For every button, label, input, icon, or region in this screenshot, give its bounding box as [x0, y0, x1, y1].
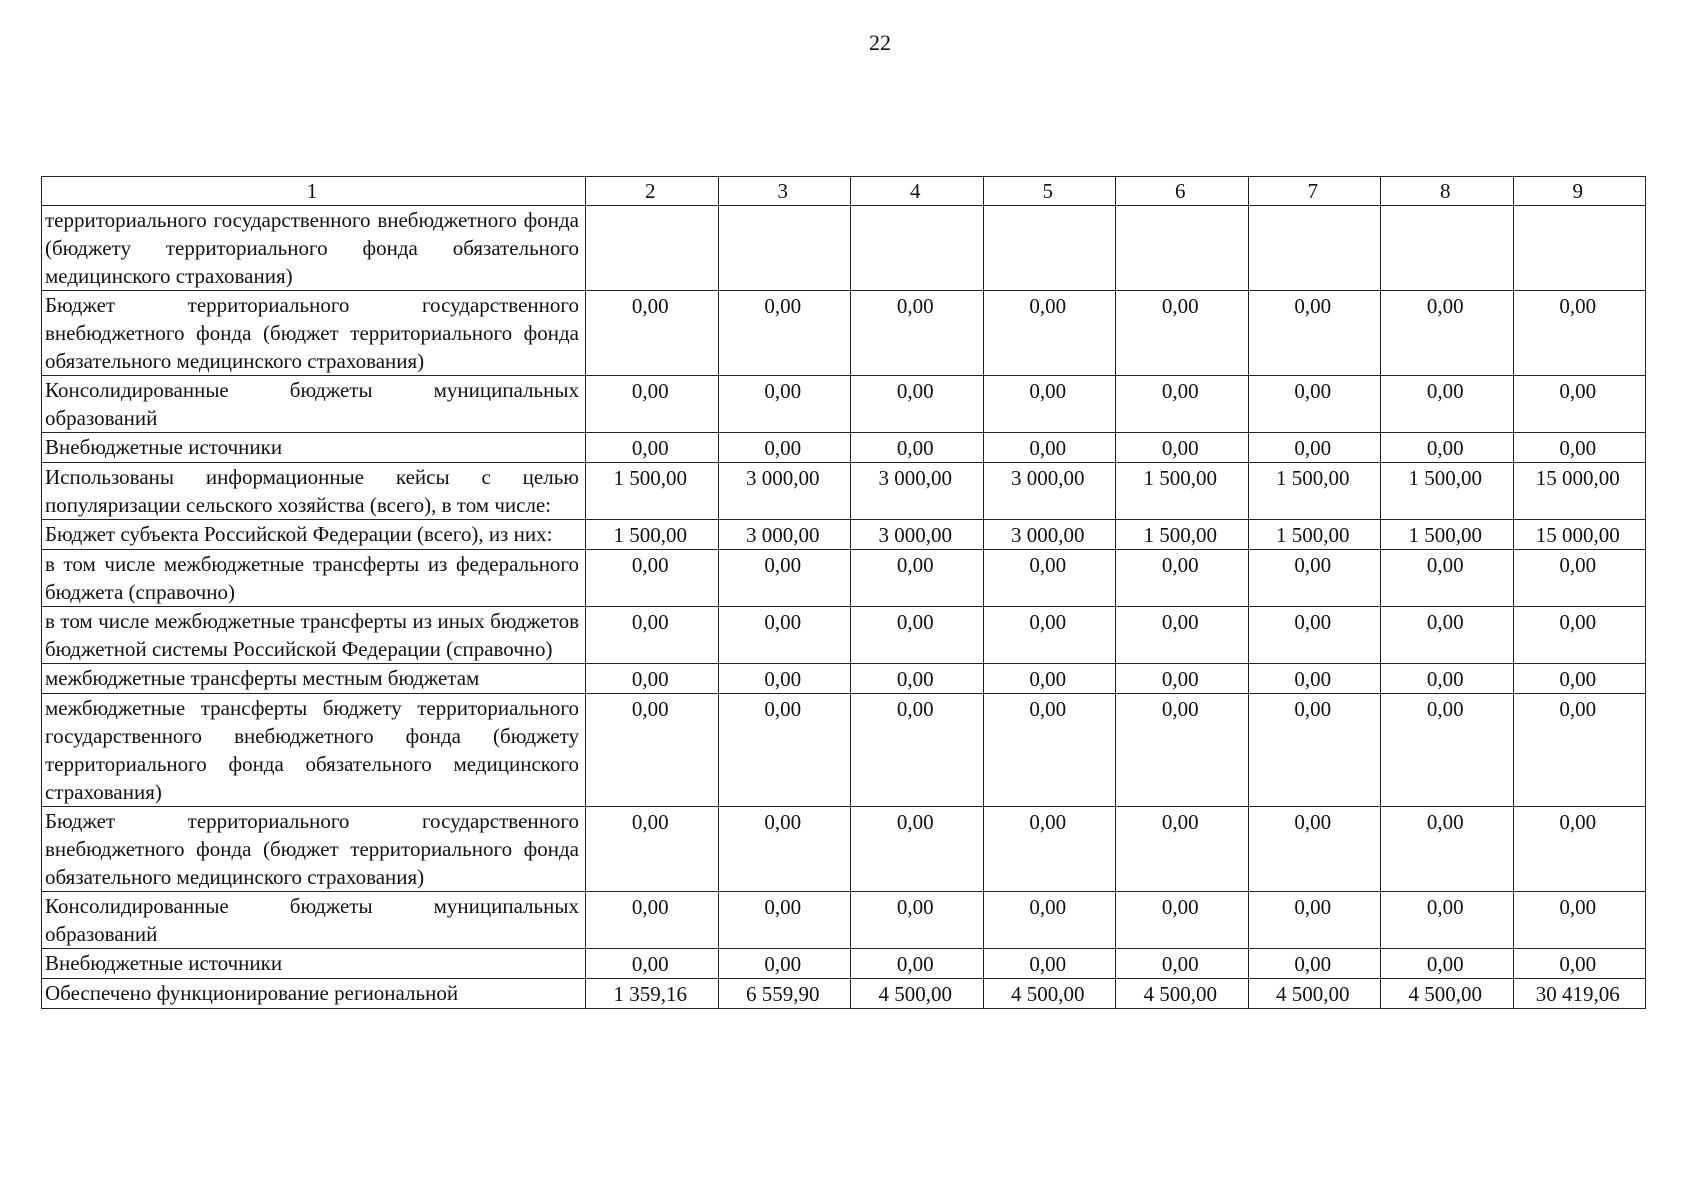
- value-cell: [718, 206, 851, 291]
- table-row: [42, 664, 1646, 694]
- value-cell: 0,00: [983, 949, 1116, 979]
- table-row: [42, 206, 1646, 291]
- value-cell: 1 500,00: [1116, 520, 1249, 550]
- value-cell: 0,00: [586, 607, 719, 664]
- column-number: 3: [718, 177, 851, 206]
- table-row: [42, 550, 1646, 607]
- value-cell: 0,00: [1513, 291, 1646, 376]
- value-cell: 0,00: [1513, 807, 1646, 892]
- value-cell: 0,00: [1248, 607, 1381, 664]
- column-number: 9: [1513, 177, 1646, 206]
- value-cell: 0,00: [1248, 807, 1381, 892]
- value-cell: 0,00: [1513, 949, 1646, 979]
- row-label: в том числе межбюджетные трансферты из федерального бюджета (справочно): [42, 550, 586, 607]
- row-label: территориального государственного внебюджетного фонда (бюджету территориального фонда обязательного медицинского страхования): [42, 206, 586, 291]
- value-cell: 0,00: [1116, 550, 1249, 607]
- page-number: 22: [869, 30, 891, 55]
- value-cell: 0,00: [1381, 291, 1514, 376]
- value-cell: 1 500,00: [1381, 463, 1514, 520]
- value-cell: 0,00: [1248, 664, 1381, 694]
- value-cell: 0,00: [586, 376, 719, 433]
- value-cell: 0,00: [1513, 433, 1646, 463]
- value-cell: 0,00: [1381, 607, 1514, 664]
- value-cell: 0,00: [718, 291, 851, 376]
- value-cell: 0,00: [1116, 892, 1249, 949]
- row-label: Внебюджетные источники: [42, 433, 586, 463]
- row-label: Консолидированные бюджеты муниципальных образований: [42, 892, 586, 949]
- row-label: межбюджетные трансферты бюджету территориального государственного внебюджетного фонда (бюджету территориального фонда обязательного медицинского страхования): [42, 694, 586, 807]
- value-cell: 0,00: [851, 376, 984, 433]
- row-label: Обеспечено функционирование региональной: [42, 979, 586, 1009]
- value-cell: 0,00: [586, 694, 719, 807]
- value-cell: 0,00: [586, 892, 719, 949]
- value-cell: 0,00: [851, 694, 984, 807]
- row-label: Бюджет территориального государственного внебюджетного фонда (бюджет территориального фонда обязательного медицинского страхования): [42, 291, 586, 376]
- value-cell: 0,00: [983, 376, 1116, 433]
- value-cell: 0,00: [983, 892, 1116, 949]
- value-cell: 0,00: [1381, 433, 1514, 463]
- value-cell: 0,00: [983, 550, 1116, 607]
- value-cell: 0,00: [1381, 807, 1514, 892]
- table-row: [42, 892, 1646, 949]
- table-body: [42, 177, 1646, 1009]
- table-row: [42, 520, 1646, 550]
- value-cell: 3 000,00: [851, 463, 984, 520]
- value-cell: 0,00: [851, 664, 984, 694]
- value-cell: 3 000,00: [983, 520, 1116, 550]
- budget-table: [41, 176, 1646, 1009]
- value-cell: 0,00: [851, 607, 984, 664]
- row-label: в том числе межбюджетные трансферты из иных бюджетов бюджетной системы Российской Федерации (справочно): [42, 607, 586, 664]
- value-cell: 1 500,00: [1381, 520, 1514, 550]
- value-cell: 0,00: [718, 433, 851, 463]
- value-cell: [851, 206, 984, 291]
- value-cell: 0,00: [1381, 550, 1514, 607]
- value-cell: 0,00: [718, 664, 851, 694]
- value-cell: 0,00: [1116, 607, 1249, 664]
- value-cell: 0,00: [1513, 376, 1646, 433]
- value-cell: 30 419,06: [1513, 979, 1646, 1009]
- value-cell: 3 000,00: [851, 520, 984, 550]
- value-cell: 0,00: [1513, 550, 1646, 607]
- table-row: [42, 949, 1646, 979]
- value-cell: 1 500,00: [1116, 463, 1249, 520]
- value-cell: 0,00: [1248, 291, 1381, 376]
- value-cell: 0,00: [983, 291, 1116, 376]
- value-cell: [1248, 206, 1381, 291]
- value-cell: 1 500,00: [586, 463, 719, 520]
- value-cell: 0,00: [1381, 664, 1514, 694]
- value-cell: 0,00: [1248, 892, 1381, 949]
- value-cell: 0,00: [1116, 291, 1249, 376]
- value-cell: 0,00: [1116, 376, 1249, 433]
- value-cell: [1381, 206, 1514, 291]
- row-label: межбюджетные трансферты местным бюджетам: [42, 664, 586, 694]
- value-cell: 0,00: [1248, 694, 1381, 807]
- value-cell: 4 500,00: [1116, 979, 1249, 1009]
- column-number-row: [42, 177, 1646, 206]
- value-cell: 0,00: [586, 949, 719, 979]
- value-cell: 0,00: [1513, 607, 1646, 664]
- table-row: [42, 376, 1646, 433]
- value-cell: 0,00: [1513, 664, 1646, 694]
- table-row: [42, 979, 1646, 1009]
- value-cell: 0,00: [1248, 550, 1381, 607]
- value-cell: 4 500,00: [983, 979, 1116, 1009]
- value-cell: 0,00: [586, 291, 719, 376]
- value-cell: 0,00: [1116, 433, 1249, 463]
- value-cell: 3 000,00: [718, 520, 851, 550]
- value-cell: 0,00: [586, 664, 719, 694]
- value-cell: 0,00: [1381, 694, 1514, 807]
- value-cell: 0,00: [851, 433, 984, 463]
- row-label: Консолидированные бюджеты муниципальных образований: [42, 376, 586, 433]
- value-cell: [983, 206, 1116, 291]
- value-cell: 0,00: [1248, 376, 1381, 433]
- value-cell: 0,00: [851, 807, 984, 892]
- row-label: Бюджет субъекта Российской Федерации (всего), из них:: [42, 520, 586, 550]
- column-number: 4: [851, 177, 984, 206]
- table-row: [42, 433, 1646, 463]
- value-cell: 0,00: [718, 550, 851, 607]
- row-label: Внебюджетные источники: [42, 949, 586, 979]
- value-cell: 0,00: [1513, 892, 1646, 949]
- value-cell: 6 559,90: [718, 979, 851, 1009]
- value-cell: [586, 206, 719, 291]
- value-cell: 0,00: [983, 607, 1116, 664]
- value-cell: 15 000,00: [1513, 463, 1646, 520]
- table-row: [42, 463, 1646, 520]
- column-number: 1: [42, 177, 586, 206]
- value-cell: 0,00: [983, 694, 1116, 807]
- value-cell: 0,00: [1116, 694, 1249, 807]
- value-cell: 0,00: [586, 807, 719, 892]
- value-cell: 4 500,00: [1381, 979, 1514, 1009]
- value-cell: 0,00: [851, 949, 984, 979]
- column-number: 6: [1116, 177, 1249, 206]
- value-cell: 0,00: [1381, 892, 1514, 949]
- value-cell: 0,00: [851, 291, 984, 376]
- value-cell: [1513, 206, 1646, 291]
- value-cell: 0,00: [718, 807, 851, 892]
- value-cell: 3 000,00: [718, 463, 851, 520]
- value-cell: 1 359,16: [586, 979, 719, 1009]
- value-cell: 0,00: [718, 949, 851, 979]
- value-cell: 4 500,00: [851, 979, 984, 1009]
- value-cell: 0,00: [983, 433, 1116, 463]
- table-row: [42, 607, 1646, 664]
- value-cell: 0,00: [851, 892, 984, 949]
- value-cell: 0,00: [1381, 949, 1514, 979]
- table-row: [42, 291, 1646, 376]
- value-cell: 1 500,00: [1248, 520, 1381, 550]
- value-cell: 0,00: [1248, 949, 1381, 979]
- value-cell: 0,00: [586, 433, 719, 463]
- value-cell: 0,00: [1116, 664, 1249, 694]
- value-cell: 0,00: [983, 807, 1116, 892]
- value-cell: 0,00: [1513, 694, 1646, 807]
- table-row: [42, 694, 1646, 807]
- value-cell: [1116, 206, 1249, 291]
- value-cell: 15 000,00: [1513, 520, 1646, 550]
- value-cell: 0,00: [718, 694, 851, 807]
- column-number: 2: [586, 177, 719, 206]
- value-cell: 0,00: [851, 550, 984, 607]
- value-cell: 0,00: [718, 607, 851, 664]
- value-cell: 0,00: [586, 550, 719, 607]
- value-cell: 1 500,00: [586, 520, 719, 550]
- row-label: Использованы информационные кейсы с целью популяризации сельского хозяйства (всего), в том числе:: [42, 463, 586, 520]
- value-cell: 0,00: [1248, 433, 1381, 463]
- value-cell: 4 500,00: [1248, 979, 1381, 1009]
- value-cell: 0,00: [983, 664, 1116, 694]
- value-cell: 0,00: [718, 376, 851, 433]
- column-number: 8: [1381, 177, 1514, 206]
- value-cell: 1 500,00: [1248, 463, 1381, 520]
- table-row: [42, 807, 1646, 892]
- value-cell: 0,00: [1116, 949, 1249, 979]
- value-cell: 3 000,00: [983, 463, 1116, 520]
- value-cell: 0,00: [718, 892, 851, 949]
- column-number: 7: [1248, 177, 1381, 206]
- value-cell: 0,00: [1116, 807, 1249, 892]
- row-label: Бюджет территориального государственного внебюджетного фонда (бюджет территориального фонда обязательного медицинского страхования): [42, 807, 586, 892]
- column-number: 5: [983, 177, 1116, 206]
- value-cell: 0,00: [1381, 376, 1514, 433]
